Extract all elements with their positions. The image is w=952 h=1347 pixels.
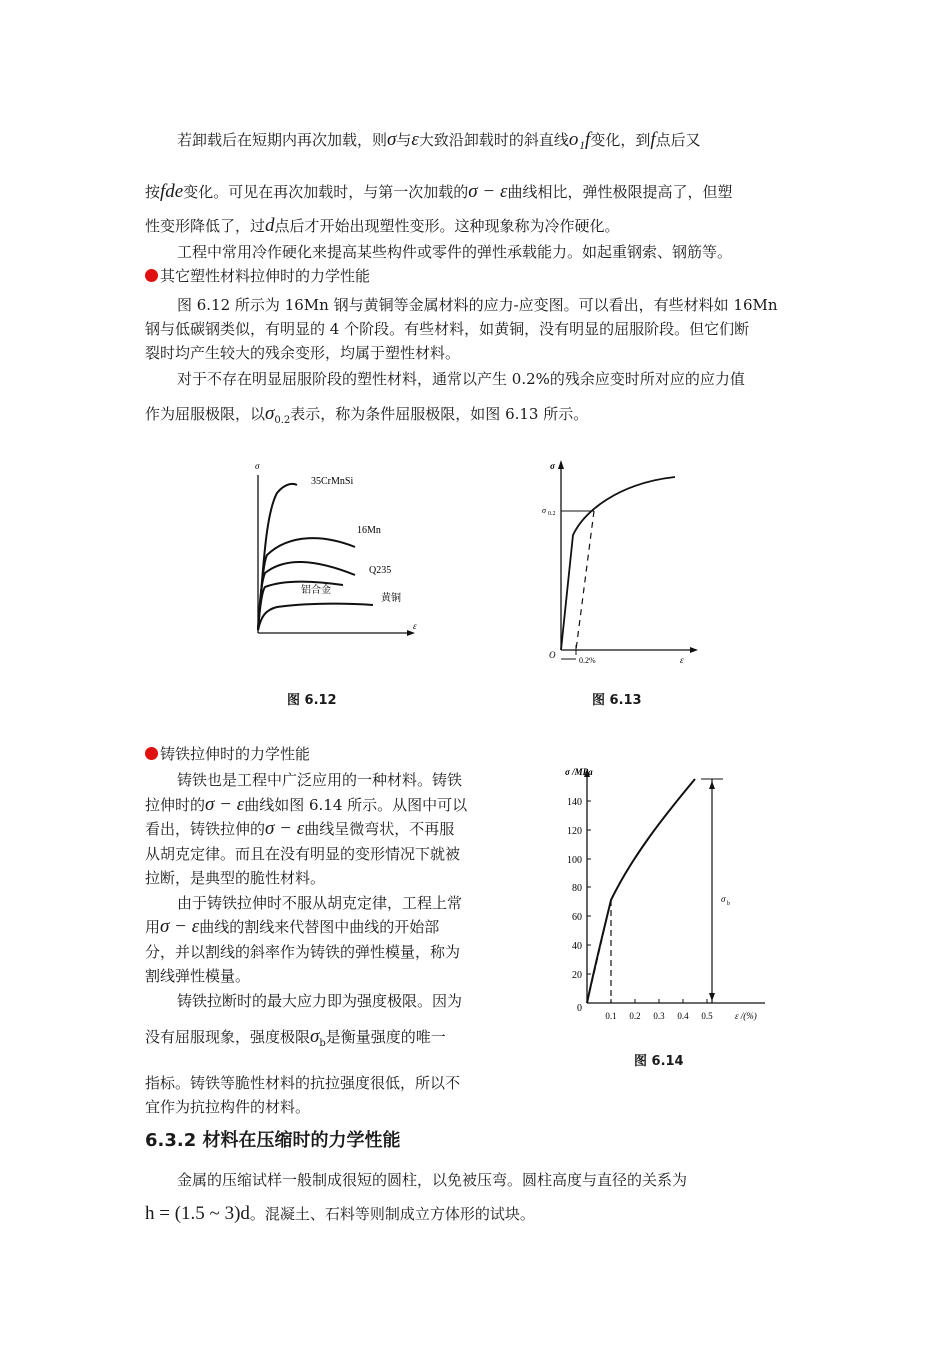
section-heading: 6.3.2 材料在压缩时的力学性能: [145, 1130, 401, 1151]
d-symbol: d: [265, 215, 275, 236]
svg-text:100: 100: [567, 855, 582, 866]
curve-label-brass: 黄铜: [381, 593, 401, 604]
svg-text:0.1: 0.1: [605, 1011, 617, 1021]
svg-text:σ: σ: [255, 461, 260, 471]
bullet-cast-iron: 铸铁拉伸时的力学性能: [145, 744, 310, 764]
svg-text:σ: σ: [721, 894, 726, 904]
svg-text:O: O: [549, 650, 556, 660]
svg-text:60: 60: [572, 912, 582, 923]
para5-line2: h = (1.5 ~ 3)d。混凝土、石料等则制成立方体形的试块。: [145, 1203, 535, 1224]
svg-text:σ: σ: [550, 461, 555, 471]
red-bullet-icon: [145, 269, 158, 282]
curve-label-35crmnsi: 35CrMnSi: [311, 476, 354, 487]
svg-text:b: b: [727, 901, 730, 907]
caption-6-12: 图 6.12: [287, 693, 337, 708]
red-bullet-icon: [145, 747, 158, 760]
svg-text:0.4: 0.4: [677, 1011, 689, 1021]
para1-line1: 若卸载后在短期内再次加载，则σ与ε大致沿卸载时的斜直线o₁f变化，到f点后又: [177, 129, 701, 150]
curve-label-al-alloy: 铝合金: [301, 585, 331, 596]
para4-line1: 对于不存在明显屈服阶段的塑性材料，通常以产生 0.2%的残余应变时所对应的应力值: [177, 370, 745, 388]
svg-text:120: 120: [567, 826, 582, 837]
svg-text:40: 40: [572, 941, 582, 952]
svg-text:0.2: 0.2: [548, 511, 556, 517]
svg-text:ε: ε: [680, 655, 684, 665]
sigma-symbol: σ: [387, 129, 397, 150]
sigma02-symbol: σ: [265, 403, 275, 424]
para3-line1: 图 6.12 所示为 16Mn 钢与黄铜等金属材料的应力-应变图。可以看出，有些材料如 16Mn: [177, 296, 778, 314]
svg-text:0.2: 0.2: [629, 1011, 641, 1021]
svg-text:140: 140: [567, 797, 582, 808]
para1-line3: 性变形降低了，过d点后才开始出现塑性变形。这种现象称为冷作硬化。: [145, 215, 620, 236]
caption-6-13: 图 6.13: [592, 693, 642, 708]
svg-text:σ /MPa: σ /MPa: [565, 767, 593, 777]
svg-text:0.5: 0.5: [701, 1011, 713, 1021]
formula: h = (1.5 ~ 3)d: [145, 1203, 250, 1224]
caption-6-14: 图 6.14: [634, 1054, 684, 1069]
svg-text:80: 80: [572, 883, 582, 894]
para2: 工程中常用冷作硬化来提高某些构件或零件的弹性承载能力。如起重钢索、钢筋等。: [177, 243, 733, 261]
svg-text:20: 20: [572, 970, 582, 981]
svg-text:ε: ε: [413, 621, 417, 631]
bullet-plastic: 其它塑性材料拉伸时的力学性能: [145, 266, 370, 286]
fde-symbol: fde: [160, 181, 184, 202]
cast-iron-text: 铸铁也是工程中广泛应用的一种材料。铸铁 拉伸时的σ − ε曲线如图 6.14 所示。从图中可以 看出，铸铁拉伸的σ − ε曲线呈微弯状，不再服 从胡克定律。而且在没有明显的变形情况下就被 拉断，是典型的脆性材料。 由于铸铁拉伸时不服从胡克定律，工程上常 用σ − ε曲线的割线来代替图中曲线的开始部 分，并以割线的斜率作为铸铁的弹性模量，称为 割线弹性模量。 铸铁拉断时的最大应力即为强度极限。因为 没有屈服现象，强度极限$\sigma_b$是衡量强度的唯一 指标。铸铁等脆性材料的抗拉强度很低，所以不 宜作为抗拉构件的材料。: [145, 771, 468, 1116]
figure-6-14: [555, 765, 795, 1030]
sigma-epsilon-symbol: σ − ε: [468, 181, 508, 202]
svg-text:ε /(%): ε /(%): [735, 1011, 757, 1021]
para1-line2: 按fde变化。可见在再次加载时，与第一次加载的σ − ε曲线相比，弹性极限提高了，但塑: [145, 181, 733, 202]
para3-line2: 钢与低碳钢类似，有明显的 4 个阶段。有些材料，如黄铜，没有明显的屈服阶段。但它们断: [145, 320, 750, 338]
curve-label-16mn: 16Mn: [357, 525, 381, 536]
epsilon-symbol: ε: [411, 129, 419, 150]
para4-line2: 作为屈服极限，以$\sigma_{0.2}$表示，称为条件屈服极限，如图 6.13 所示。: [145, 403, 589, 426]
figure-6-12: [245, 455, 425, 655]
para5-line1: 金属的压缩试样一般制成很短的圆柱，以免被压弯。圆柱高度与直径的关系为: [177, 1171, 688, 1189]
figure-6-13: [530, 455, 705, 670]
svg-text:0: 0: [577, 1003, 582, 1014]
o1f-symbol: o₁f: [568, 129, 591, 150]
para3-line3: 裂时均产生较大的残余变形，均属于塑性材料。: [145, 344, 461, 362]
svg-text:0.3: 0.3: [653, 1011, 665, 1021]
f-symbol: f: [650, 129, 656, 150]
svg-text:0.2%: 0.2%: [579, 656, 596, 665]
svg-text:σ: σ: [542, 506, 546, 515]
curve-label-q235: Q235: [369, 565, 392, 576]
